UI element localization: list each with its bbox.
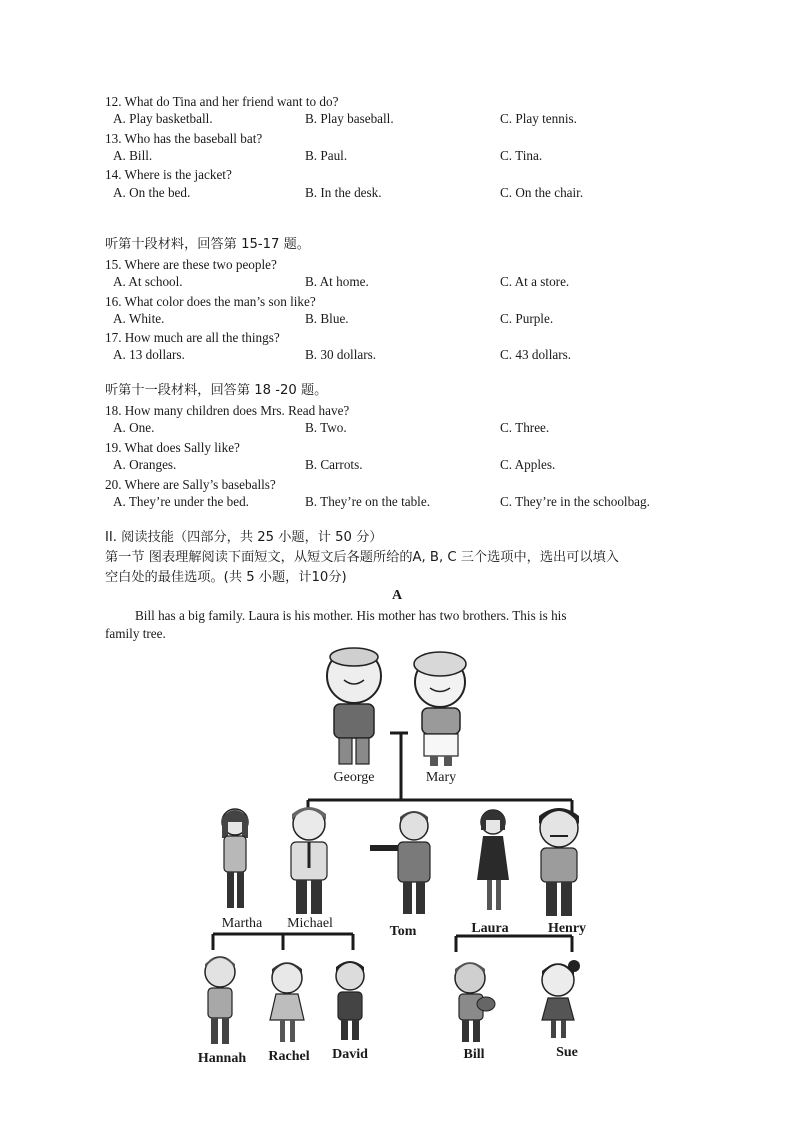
mary-figure — [414, 652, 466, 766]
question-12: 12. What do Tina and her friend want to do? — [105, 94, 339, 109]
laura-figure — [477, 810, 509, 910]
q20-option-a: A. They’re under the bed. — [113, 494, 249, 509]
q17-option-a: A. 13 dollars. — [113, 347, 185, 362]
label-george: George — [333, 770, 375, 785]
q15-option-a: A. At school. — [113, 274, 183, 289]
question-18: 18. How many children does Mrs. Read have? — [105, 403, 350, 418]
q18-option-b: B. Two. — [305, 420, 347, 435]
reading-instructions-line-2: 空白处的最佳选项。(共 5 小题，计10分) — [105, 570, 347, 585]
passage-line-2: family tree. — [105, 626, 166, 641]
label-david: David — [332, 1047, 368, 1062]
label-sue: Sue — [556, 1045, 578, 1060]
passage-line-1: Bill has a big family. Laura is his mother. His mother has two brothers. This is his — [135, 608, 567, 623]
david-figure — [336, 961, 364, 1040]
michael-figure — [291, 807, 327, 914]
henry-figure — [539, 808, 579, 916]
george-figure — [327, 648, 381, 764]
question-19: 19. What does Sally like? — [105, 440, 240, 455]
q13-option-b: B. Paul. — [305, 148, 348, 163]
question-14: 14. Where is the jacket? — [105, 167, 232, 182]
martha-figure — [222, 809, 248, 908]
q20-option-b: B. They’re on the table. — [305, 494, 430, 509]
label-hannah: Hannah — [197, 1051, 247, 1066]
question-13: 13. Who has the baseball bat? — [105, 131, 263, 146]
question-17: 17. How much are all the things? — [105, 330, 280, 345]
label-rachel: Rachel — [268, 1049, 310, 1064]
label-michael: Michael — [287, 916, 333, 931]
label-laura: Laura — [471, 921, 509, 936]
label-bill: Bill — [463, 1047, 485, 1062]
q15-option-c: C. At a store. — [500, 274, 570, 289]
q18-option-a: A. One. — [113, 420, 155, 435]
q16-option-c: C. Purple. — [500, 311, 554, 326]
tree-connectors — [213, 733, 572, 952]
q12-option-b: B. Play baseball. — [305, 111, 394, 126]
q13-option-a: A. Bill. — [113, 148, 153, 163]
sue-figure — [542, 960, 580, 1038]
section-10-heading: 听第十段材料，回答第 15-17 题。 — [105, 237, 310, 252]
question-16: 16. What color does the man’s son like? — [105, 294, 316, 309]
q16-option-b: B. Blue. — [305, 311, 349, 326]
q18-option-c: C. Three. — [500, 420, 550, 435]
label-martha: Martha — [221, 916, 263, 931]
q12-option-a: A. Play basketball. — [113, 111, 213, 126]
q14-option-c: C. On the chair. — [500, 185, 584, 200]
label-henry: Henry — [547, 921, 587, 936]
reading-section-heading: II. 阅读技能（四部分，共 25 小题，计 50 分） — [105, 530, 383, 545]
question-15: 15. Where are these two people? — [105, 257, 277, 272]
q19-option-c: C. Apples. — [500, 457, 556, 472]
tom-figure — [370, 811, 430, 914]
q19-option-a: A. Oranges. — [113, 457, 177, 472]
q17-option-c: C. 43 dollars. — [500, 347, 572, 362]
label-tom: Tom — [389, 924, 417, 939]
q13-option-c: C. Tina. — [500, 148, 543, 163]
bill-figure — [455, 963, 495, 1043]
question-20: 20. Where are Sally’s baseballs? — [105, 477, 276, 492]
hannah-figure — [205, 957, 235, 1044]
q16-option-a: A. White. — [113, 311, 165, 326]
q14-option-b: B. In the desk. — [305, 185, 382, 200]
reading-instructions-line-1: 第一节 图表理解阅读下面短文，从短文后各题所给的A, B, C 三个选项中，选出可以填入 — [105, 550, 619, 565]
q14-option-a: A. On the bed. — [113, 185, 191, 200]
q12-option-c: C. Play tennis. — [500, 111, 577, 126]
rachel-figure — [270, 963, 304, 1043]
passage-title: A — [391, 588, 403, 603]
q19-option-b: B. Carrots. — [305, 457, 363, 472]
q17-option-b: B. 30 dollars. — [305, 347, 377, 362]
label-mary: Mary — [425, 770, 457, 785]
q20-option-c: C. They’re in the schoolbag. — [500, 494, 650, 509]
section-11-heading: 听第十一段材料，回答第 18 -20 题。 — [105, 383, 328, 398]
q15-option-b: B. At home. — [305, 274, 369, 289]
family-tree-diagram — [0, 640, 794, 1080]
